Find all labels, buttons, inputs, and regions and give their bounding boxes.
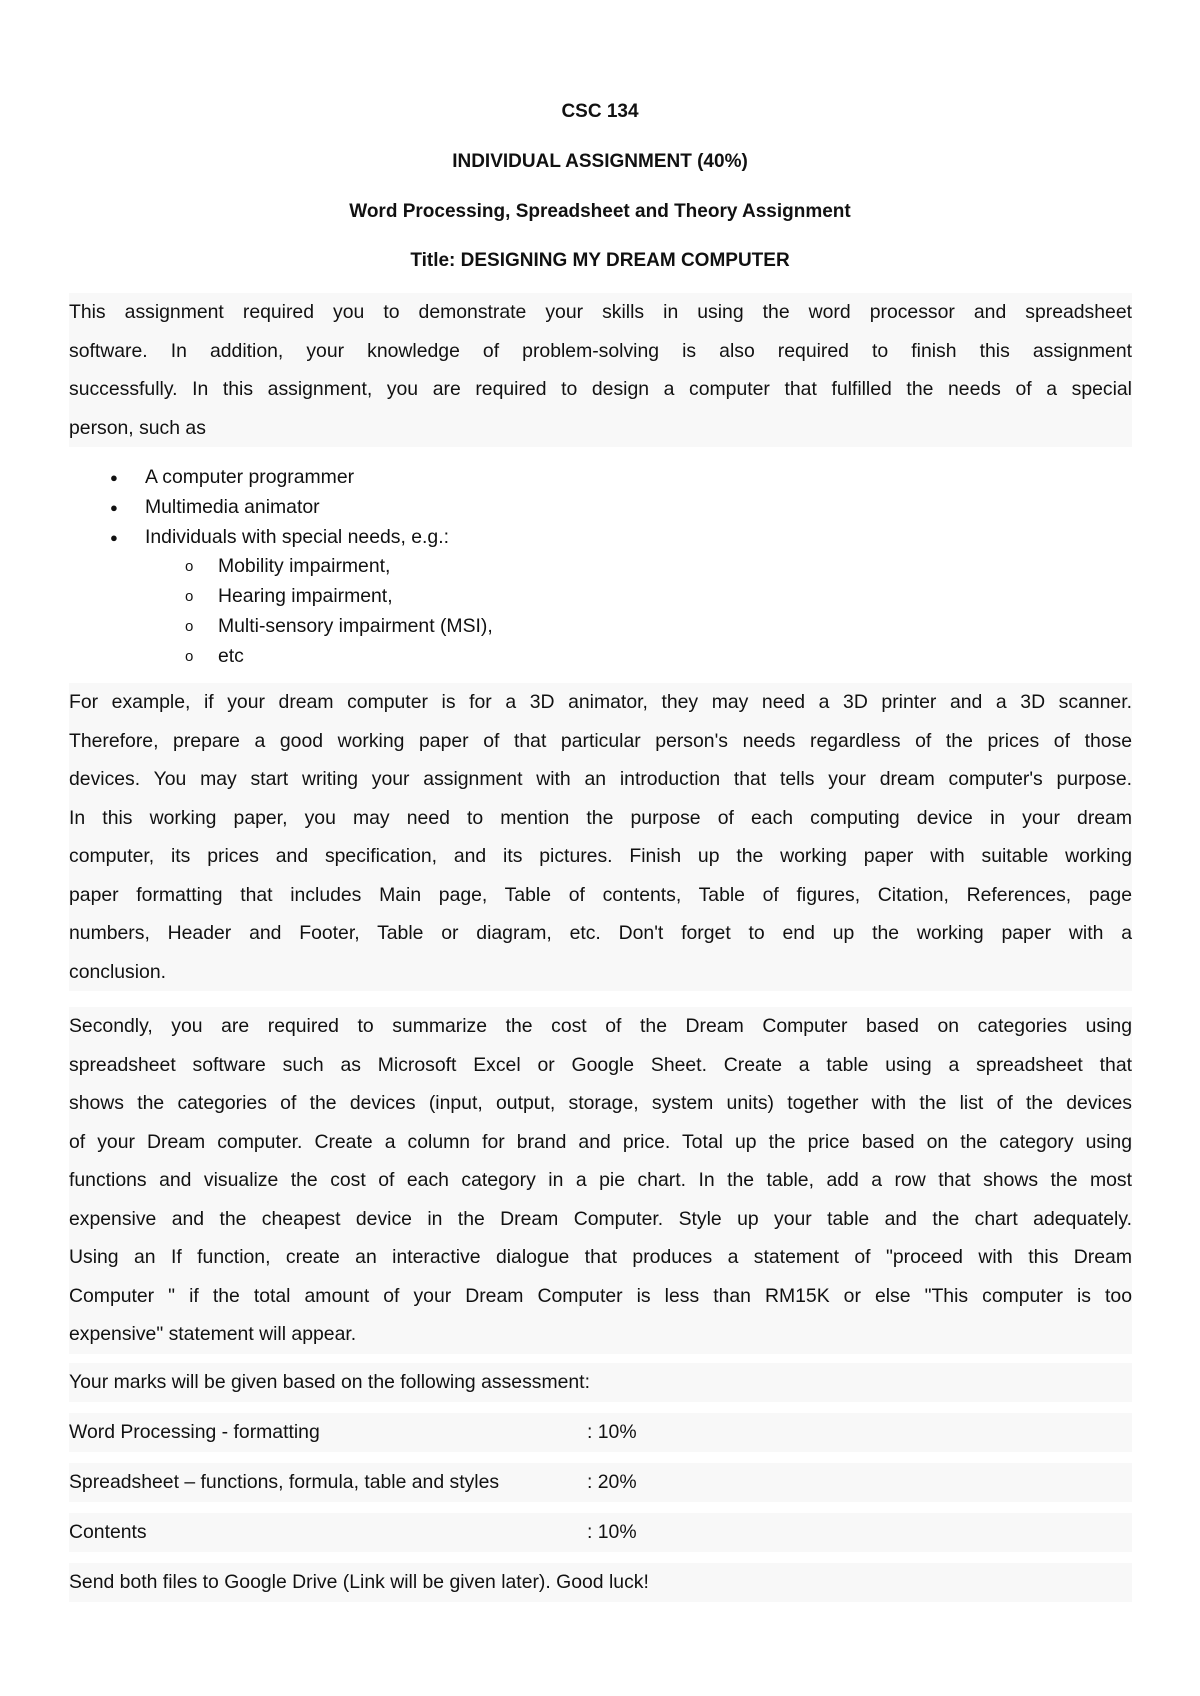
intro-line: This assignment required you to demonstrate your skills in using the word processor and spreadsheet: [69, 301, 1132, 323]
sub-list-item: o Multi-sensory impairment (MSI),: [0, 612, 1200, 642]
title-text: DESIGNING MY DREAM COMPUTER: [460, 250, 790, 271]
sub-list-item: o etc: [0, 642, 1200, 672]
assessment-label: Spreadsheet – functions, formula, table and styles: [69, 1471, 500, 1493]
intro-line: person, such as: [69, 416, 206, 439]
example-line: computer, its prices and specification, and its pictures. Finish up the working paper with suitable working: [69, 845, 1132, 867]
intro-line: successfully. In this assignment, you are required to design a computer that fulfilled the needs of a special: [69, 378, 1132, 400]
closing-note: Send both files to Google Drive (Link will be given later). Good luck!: [69, 1563, 1132, 1602]
assessment-intro: Your marks will be given based on the following assessment:: [69, 1363, 1132, 1402]
title-label: Title:: [410, 250, 461, 271]
example-line: For example, if your dream computer is for a 3D animator, they may need a 3D printer and a 3D scanner.: [69, 691, 1132, 713]
example-line: paper formatting that includes Main page, Table of contents, Table of figures, Citation, References, page: [69, 883, 1132, 906]
sub-bullet-icon: o: [185, 588, 194, 606]
sub-bullet-icon: o: [185, 558, 194, 576]
assessment-value: : 20%: [587, 1471, 637, 1493]
assessment-row: [69, 1513, 1132, 1552]
assessment-row: [69, 1413, 1132, 1452]
assessment-label: Contents: [69, 1521, 147, 1543]
spreadsheet-line: Computer " if the total amount of your Dream Computer is less than RM15K or else "This computer is too: [69, 1284, 1132, 1307]
example-line: numbers, Header and Footer, Table or diagram, etc. Don't forget to end up the working paper with a: [69, 922, 1132, 944]
spreadsheet-paragraph: [69, 1007, 1132, 1354]
bullet-icon: ●: [110, 499, 118, 515]
spreadsheet-line: Secondly, you are required to summarize the cost of the Dream Computer based on categories using: [69, 1015, 1132, 1037]
spreadsheet-line: Using an If function, create an interactive dialogue that produces a statement of "proceed with this Dream: [69, 1246, 1132, 1268]
spreadsheet-line: functions and visualize the cost of each category in a pie chart. In the table, add a row that shows the most: [69, 1169, 1132, 1191]
spreadsheet-line: expensive and the cheapest device in the Dream Computer. Style up your table and the chart adequately.: [69, 1207, 1132, 1230]
course-code: CSC 134: [561, 101, 639, 122]
spreadsheet-line: spreadsheet software such as Microsoft Excel or Google Sheet. Create a table using a spreadsheet that: [69, 1053, 1132, 1076]
spreadsheet-line: shows the categories of the devices (input, output, storage, system units) together with the list of the devices: [69, 1092, 1132, 1114]
sub-bullet-icon: o: [185, 647, 194, 665]
bullet-icon: ●: [110, 470, 118, 485]
assessment-value: : 10%: [587, 1521, 637, 1543]
example-line: Therefore, prepare a good working paper of that particular person's needs regardless of the prices of those: [69, 729, 1132, 752]
spreadsheet-line: expensive" statement will appear.: [69, 1323, 357, 1345]
assignment-heading: INDIVIDUAL ASSIGNMENT (40%): [452, 151, 748, 172]
person-list: [0, 463, 1200, 672]
sub-bullet-icon: o: [185, 617, 194, 635]
assessment-label: Word Processing - formatting: [69, 1421, 320, 1443]
example-line: conclusion.: [69, 960, 167, 983]
bullet-icon: ●: [110, 529, 118, 545]
example-paragraph: [69, 683, 1132, 991]
list-item: ● Multimedia animator: [0, 493, 1200, 523]
list-item: ● A computer programmer: [0, 463, 1200, 493]
sub-list-item: o Hearing impairment,: [0, 582, 1200, 612]
example-line: In this working paper, you may need to mention the purpose of each computing device in your dream: [69, 806, 1132, 829]
list-item: ● Individuals with special needs, e.g.:: [0, 523, 1200, 553]
assessment-row: [69, 1463, 1132, 1502]
assessment-value: : 10%: [587, 1421, 637, 1443]
example-line: devices. You may start writing your assignment with an introduction that tells your dream computer's purpose.: [69, 768, 1132, 790]
assignment-title: [0, 249, 1200, 273]
spreadsheet-line: of your Dream computer. Create a column for brand and price. Total up the price based on the category using: [69, 1130, 1132, 1153]
intro-line: software. In addition, your knowledge of problem-solving is also required to finish this assignment: [69, 339, 1132, 362]
assignment-subtitle: Word Processing, Spreadsheet and Theory Assignment: [349, 201, 851, 222]
intro-paragraph: [69, 293, 1132, 447]
sub-list-item: o Mobility impairment,: [0, 552, 1200, 582]
